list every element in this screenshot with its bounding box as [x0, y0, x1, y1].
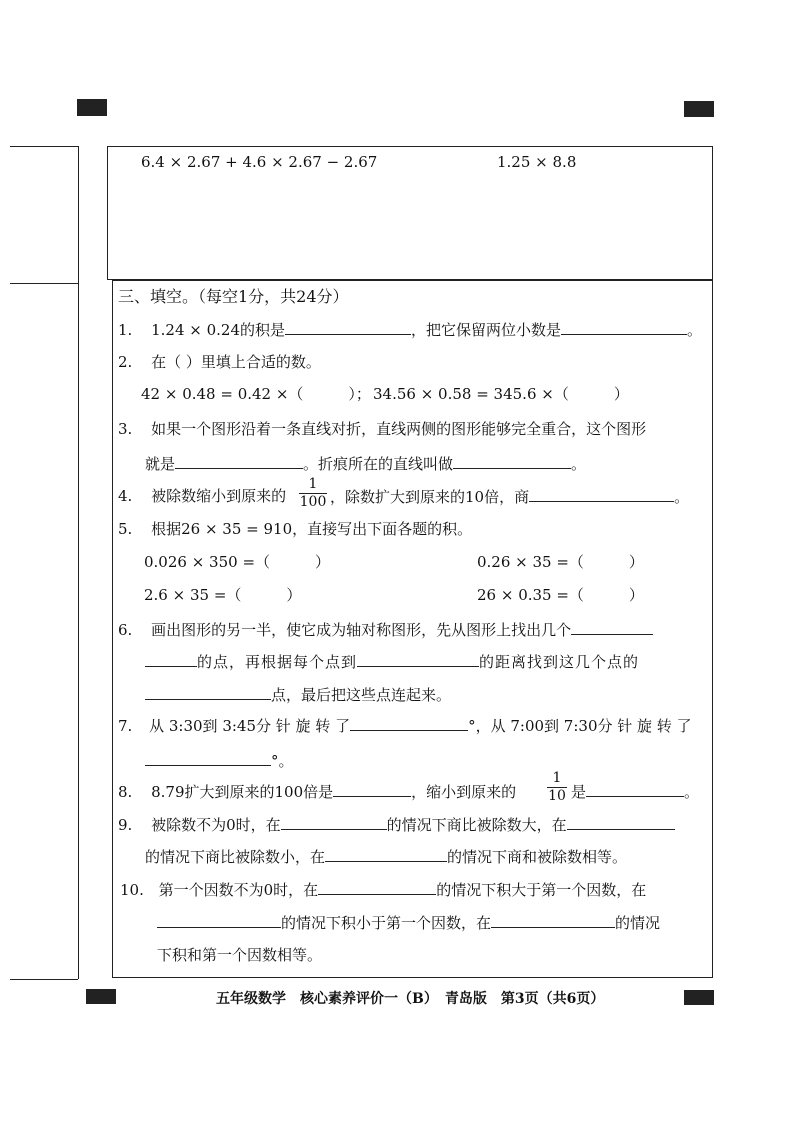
question-7: 7. 从 3:30到 3:45分 针 旋 转 了 °，从 7:00到 7:30分 针 旋 转 了: [118, 717, 692, 735]
question-10: 10. 第一个因数不为0时，在 的情况下积大于第一个因数，在: [120, 881, 647, 899]
question-number: 8.: [118, 783, 133, 801]
page-footer: 五年级数学 核心素养评价一（B） 青岛版 第3页（共6页）: [216, 991, 605, 1007]
question-4: 4. 被除数缩小到原来的: [118, 487, 287, 505]
q5-equation-1[interactable]: 0.026 × 350 =（ ）: [144, 553, 331, 571]
q5-equation-3[interactable]: 2.6 × 35 =（ ）: [144, 586, 302, 604]
margin-line-bottom: [10, 979, 78, 980]
question-2: 2. 在（ ）里填上合适的数。: [118, 353, 321, 371]
answer-blank[interactable]: [567, 814, 675, 830]
margin-line-mid: [10, 283, 78, 284]
question-8: 8. 8.79扩大到原来的100倍是 ，缩小到原来的: [118, 783, 517, 801]
question-number: 4.: [118, 487, 133, 505]
q10-line-3: 下积和第一个因数相等。: [157, 946, 323, 964]
answer-blank[interactable]: [491, 912, 615, 928]
answer-blank[interactable]: [145, 651, 197, 667]
registration-mark-bottom-left: [86, 989, 116, 1004]
question-5: 5. 根据26 × 35 = 910，直接写出下面各题的积。: [118, 520, 473, 538]
answer-blank[interactable]: [529, 486, 674, 502]
question-number: 1.: [118, 321, 133, 339]
answer-blank[interactable]: [453, 453, 571, 469]
answer-blank[interactable]: [281, 814, 387, 830]
question-number: 10.: [120, 881, 144, 899]
q5-equation-4[interactable]: 26 × 0.35 =（ ）: [477, 586, 644, 604]
answer-blank[interactable]: [325, 846, 447, 862]
answer-blank[interactable]: [318, 879, 436, 895]
q5-equation-2[interactable]: 0.26 × 35 =（ ）: [477, 553, 644, 571]
answer-blank[interactable]: [333, 781, 411, 797]
question-number: 2.: [118, 353, 133, 371]
question-number: 7.: [118, 717, 133, 735]
registration-mark-top-left: [77, 99, 107, 116]
q2-equation-2[interactable]: 34.56 × 0.58 = 345.6 ×（ ）: [373, 385, 629, 403]
answer-blank[interactable]: [145, 684, 271, 700]
question-number: 5.: [118, 520, 133, 538]
fraction-one-tenth: 1 10: [548, 770, 566, 804]
answer-blank[interactable]: [561, 319, 687, 335]
q2-equation-1[interactable]: 42 × 0.48 = 0.42 ×（ ）；: [141, 385, 371, 403]
question-1: 1. 1.24 × 0.24的积是 ，把它保留两位小数是 。: [118, 321, 703, 339]
answer-blank[interactable]: [357, 651, 479, 667]
q3-line-2: 就是 。折痕所在的直线叫做 。: [145, 455, 587, 473]
question-number: 9.: [118, 816, 133, 834]
question-number: 6.: [118, 621, 133, 639]
question-9: 9. 被除数不为0时，在 的情况下商比被除数大，在: [118, 814, 675, 835]
answer-blank[interactable]: [285, 319, 411, 335]
answer-blank[interactable]: [586, 781, 684, 797]
section-title: 三、填空。（每空1分，共24分）: [118, 287, 349, 306]
margin-line-top: [10, 146, 78, 147]
answer-blank[interactable]: [571, 619, 653, 635]
calc-expression-1: 6.4 × 2.67 + 4.6 × 2.67 − 2.67: [141, 153, 378, 171]
question-number: 3.: [118, 420, 133, 438]
q8-rest: 是 。: [571, 783, 700, 801]
registration-mark-bottom-right: [684, 990, 714, 1005]
q9-line-2: 的情况下商比被除数小，在 的情况下商和被除数相等。: [145, 848, 628, 866]
answer-blank[interactable]: [175, 453, 303, 469]
question-6: 6. 画出图形的另一半，使它成为轴对称图形，先从图形上找出几个: [118, 619, 653, 640]
question-3: 3. 如果一个图形沿着一条直线对折，直线两侧的图形能够完全重合，这个图形: [118, 420, 647, 438]
answer-blank[interactable]: [350, 715, 468, 731]
q6-line-2: 的点，再根据每个点到 的距离找到这几个点的: [145, 651, 639, 672]
q7-line-2: °。: [145, 750, 294, 771]
margin-line-vertical: [78, 146, 79, 979]
registration-mark-top-right: [684, 101, 714, 117]
answer-blank[interactable]: [157, 912, 281, 928]
answer-blank[interactable]: [145, 750, 271, 766]
fraction-one-hundredth: 1 100: [299, 476, 327, 510]
q4-rest: ，除数扩大到原来的10倍，商 。: [330, 488, 690, 506]
q10-line-2: 的情况下积小于第一个因数，在 的情况: [157, 912, 660, 933]
calc-expression-2: 1.25 × 8.8: [497, 153, 577, 171]
q6-line-3: 点，最后把这些点连起来。: [145, 684, 451, 705]
